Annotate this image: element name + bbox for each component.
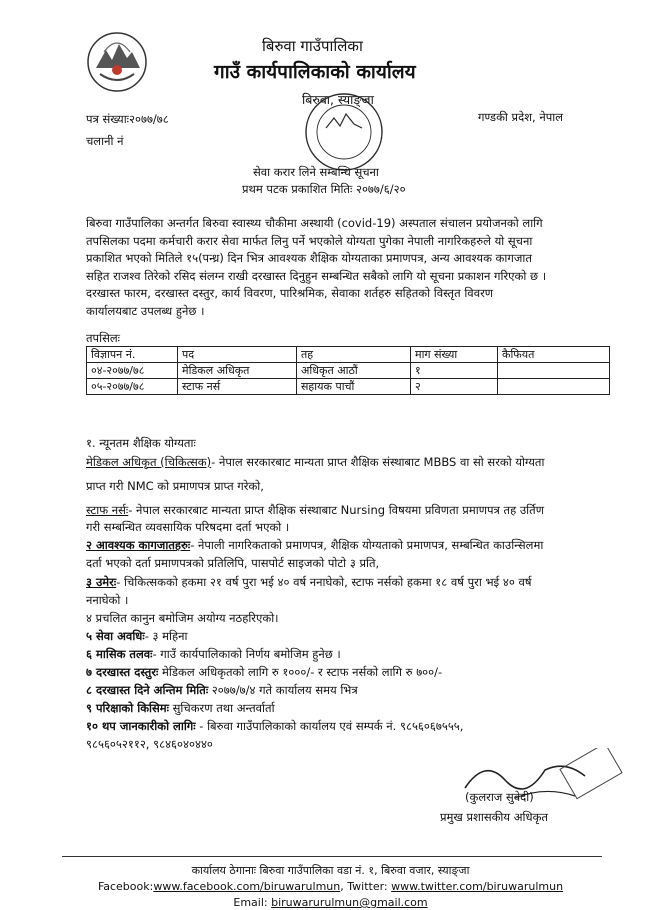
cell-ad-no: ०५-२०७७/७८ [87, 379, 178, 395]
medical-text: - नेपाल सरकारबाट मान्यता प्राप्त शैक्षिक संस्थाबाट MBBS वा सो सरको योग्यता [211, 455, 545, 469]
intro-paragraph [86, 215, 606, 321]
contact-text: - बिरुवा गाउँपालिकाको कार्यालय एवं सम्पर्क नं. ९८५६०६७५५५, [199, 719, 464, 733]
email-link[interactable]: biruwarurulmun@gmail.com [271, 896, 428, 909]
posts-table [86, 346, 610, 395]
email-label: Email: [233, 896, 268, 909]
letter-number: पत्र संख्याः२०७७/७८ [86, 112, 169, 126]
cell-remarks [498, 363, 610, 379]
header-post: पद [178, 347, 297, 363]
table-header-row [87, 347, 610, 363]
section-1-staff [86, 503, 544, 518]
exam-value: सुचिकरण तथा अन्तर्वार्ता [172, 701, 275, 715]
office-location: बिरुवा, स्याङ्जा [302, 92, 374, 107]
office-name: गाउँ कार्यपालिकाको कार्यालय [214, 61, 416, 83]
cell-remarks [498, 379, 610, 395]
section-4: ४ प्रचलित कानुन बमोजिम अयोग्य नठहरिएको। [86, 611, 279, 625]
table-caption: तपसिलः [86, 331, 120, 345]
cell-level: सहायक पाचौं [297, 379, 411, 395]
intro-line: कार्यालयबाट उपलब्ध हुनेछ । [86, 303, 205, 318]
dispatch-number: चलानी नं [86, 134, 124, 148]
documents-text: - नेपाली नागरिकताको प्रमाणपत्र, शैक्षिक योग्यताको प्रमाणपत्र, सम्बन्धित काउन्सिलमा [190, 538, 544, 552]
salary-label: ६ मासिक तलवः [86, 647, 153, 661]
contact-label: १० थप जानकारीको लागिः [86, 719, 196, 733]
table-row [87, 379, 610, 395]
section-2 [86, 538, 543, 553]
deadline-label: ८ दरखास्त दिने अन्तिम मितिः [86, 683, 209, 697]
header-ad-no: विज्ञापन नं. [87, 347, 178, 363]
office-seal-icon [300, 88, 388, 176]
footer-address: कार्यालय ठेगानाः बिरुवा गाउँपालिका वडा नं. १, बिरुवा वजार, स्याङ्जा [191, 864, 470, 877]
footer-divider [62, 856, 602, 857]
province-name: गण्डकी प्रदेश, नेपाल [478, 110, 564, 124]
signatory-name: (कुलराज सुवेदी) [465, 790, 534, 804]
section-10 [86, 719, 463, 734]
intro-line: प्रकाशित भएको मितिले १५(पन्ध्र) दिन भित्र आवश्यक शैक्षिक योग्यताका प्रमाणपत्र, अन्य आवश्यक कागजात [86, 251, 532, 266]
facebook-label: Facebook: [97, 880, 154, 893]
section-8 [86, 683, 358, 698]
intro-line: दरखास्त फारम, दरखास्त दस्तुर, कार्य विवरण, पारिश्रमिक, सेवाका शर्तहरु सहितको विस्तृत विवरण [86, 286, 494, 301]
section-1-heading: १. न्यूनतम शैक्षिक योग्यताः [86, 436, 196, 450]
section-3 [86, 575, 532, 590]
age-text: - चिकित्सकको हकमा २१ वर्ष पुरा भई ४० वर्ष ननाघेको, स्टाफ नर्सको हकमा १८ वर्ष पुरा भई ४० वर्ष [116, 575, 532, 589]
salary-value: - गाउँ कार्यपालिकाको निर्णय बमोजिम हुनेछ । [152, 647, 341, 661]
cell-quota: १ [411, 363, 498, 379]
table-row [87, 363, 610, 379]
section-7 [86, 665, 442, 680]
deadline-value: २०७७/७/४ गते कार्यालय समय भित्र [211, 683, 358, 697]
medical-label: मेडिकल अधिकृत (चिकित्सक) [86, 455, 212, 469]
nepal-emblem-icon [86, 30, 148, 94]
notice-title: सेवा करार लिने सम्बन्धि सूचना [253, 165, 379, 179]
cell-ad-no: ०४-२०७७/७८ [87, 363, 178, 379]
service-period-label: ५ सेवा अवधिः [86, 629, 145, 643]
cell-post: मेडिकल अधिकृत [178, 363, 297, 379]
header-quota: माग संख्या [411, 347, 498, 363]
section-1-medical [86, 455, 544, 470]
section-9 [86, 701, 275, 716]
age-label: ३ उमेरः [86, 575, 117, 589]
header-level: तह [297, 347, 411, 363]
municipality-name: बिरुवा गाउँपालिका [262, 37, 363, 55]
section-3-cont: ननाघेको । [86, 593, 129, 607]
intro-line: बिरुवा गाउँपालिका अन्तर्गत बिरुवा स्वास्थ्य चौकीमा अस्थायी (covid-19) अस्पताल संचालन प्रयोजनको लागि [86, 216, 543, 230]
intro-line: सहित राजश्व तिरेको रसिद संलग्न राखी दरखास्त दिनुहुन सम्बन्धित सबैको लागि यो सूचना प्रकाशन गरिएको छ । [86, 268, 547, 283]
cell-post: स्टाफ नर्स [178, 379, 297, 395]
section-5 [86, 629, 187, 644]
facebook-link[interactable]: www.facebook.com/biruwarulmun [153, 880, 341, 893]
fee-value: मेडिकल अधिकृतको लागि रु १०००/- र स्टाफ नर्सको लागि रु ७००/- [162, 665, 443, 679]
section-10-cont: ९८५६०५२११२, ९८४६०४०४४० [86, 737, 213, 751]
cell-level: अधिकृत आठौं [297, 363, 411, 379]
section-1-medical-cont: प्राप्त गरी NMC को प्रमाणपत्र प्राप्त गरेको, [86, 479, 264, 493]
twitter-label: , Twitter: [340, 880, 388, 893]
footer-social [0, 880, 661, 893]
twitter-link[interactable]: www.twitter.com/biruwarulmun [391, 880, 564, 893]
documents-label: २ आवश्यक कागजातहरुः [86, 538, 191, 552]
staff-label: स्टाफ नर्सः [86, 503, 129, 517]
section-2-cont: दर्ता भएको दर्ता प्रमाणपत्रको प्रतिलिपि, पासपोर्ट साइजको पोटो ३ प्रति, [86, 556, 380, 570]
signatory-designation: प्रमुख प्रशासकीय अधिकृत [440, 810, 548, 824]
footer-email [0, 896, 661, 909]
intro-line: तपसिलका पदमा कर्मचारी करार सेवा मार्फत लिनु पर्ने भएकोले योग्यता पुगेका नेपाली नागरिकहरुले यो सूचना [86, 233, 533, 248]
staff-text: - नेपाल सरकारबाट मान्यता प्राप्त शैक्षिक संस्थाबाट Nursing विषयमा प्रविणता प्रमाणपत्र तह उर्तिण [128, 503, 545, 517]
section-1-staff-cont: गरी सम्बन्धित व्यवसायिक परिषदमा दर्ता भएको । [86, 520, 290, 534]
service-period-value: - ३ महिना [144, 629, 188, 643]
cell-quota: २ [411, 379, 498, 395]
exam-label: ९ परिक्षाको किसिमः [86, 701, 169, 715]
fee-label: ७ दरखास्त दस्तुरः [86, 665, 159, 679]
published-date: प्रथम पटक प्रकाशित मितिः २०७७/६/२० [242, 182, 406, 196]
header-remarks: कैफियत [498, 347, 610, 363]
section-6 [86, 647, 341, 662]
